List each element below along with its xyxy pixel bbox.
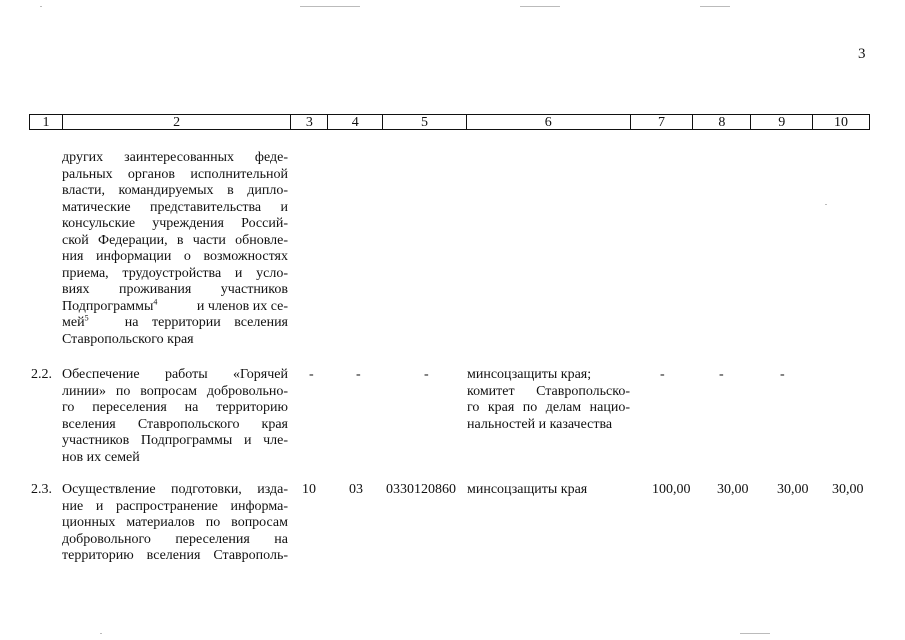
text-line: ральных органов исполнительной bbox=[62, 166, 288, 182]
text-line: Осуществление подготовки, изда- bbox=[62, 482, 288, 497]
cell-col4: 03 bbox=[349, 482, 363, 497]
text-line: Ставропольского края bbox=[62, 331, 194, 347]
cell-col5: 0330120860 bbox=[386, 482, 456, 497]
text-line: ния информации о возможностях bbox=[62, 249, 288, 264]
cell-col4: - bbox=[356, 367, 361, 382]
text-line: го края по делам нацио- bbox=[467, 400, 630, 415]
column-header-1: 1 bbox=[30, 115, 63, 129]
cell-col8: 30,00 bbox=[717, 482, 749, 497]
text-line: ской Федерации, в части обновле- bbox=[62, 232, 288, 248]
scan-speck bbox=[740, 633, 770, 634]
cell-col5: - bbox=[424, 367, 429, 382]
row-description bbox=[62, 367, 288, 466]
text-line: минсоцзащиты края; bbox=[467, 367, 592, 382]
scan-speck bbox=[700, 6, 730, 7]
column-header-9: 9 bbox=[751, 115, 813, 129]
column-header-10: 10 bbox=[834, 115, 849, 130]
column-header-4: 4 bbox=[328, 115, 383, 129]
row-description bbox=[62, 482, 288, 565]
scan-speck bbox=[300, 6, 360, 7]
footnote-marker: 5 bbox=[84, 313, 89, 323]
text-line: го переселения на территорию bbox=[62, 400, 288, 415]
row-executor bbox=[467, 367, 630, 433]
text-line: консульские учреждения Россий- bbox=[62, 216, 288, 231]
cell-col10: 30,00 bbox=[832, 482, 864, 497]
text-line: других заинтересованных феде- bbox=[62, 150, 288, 165]
cell-col8: - bbox=[719, 367, 724, 382]
text-line: ние и распространение информа- bbox=[62, 498, 288, 514]
cell-col3: - bbox=[309, 367, 314, 382]
scan-speck bbox=[40, 6, 42, 7]
page-number: 3 bbox=[858, 46, 866, 62]
column-header-3: 3 bbox=[291, 115, 328, 129]
scan-speck bbox=[100, 633, 102, 634]
text-line: ционных материалов по вопросам bbox=[62, 515, 288, 530]
column-header-8: 8 bbox=[693, 115, 751, 129]
cell-col7: 100,00 bbox=[652, 482, 691, 497]
column-header-6: 6 bbox=[467, 115, 631, 129]
text-line: минсоцзащиты края bbox=[467, 482, 588, 497]
text-line: виях проживания участников bbox=[62, 282, 288, 297]
text-line: нов их семей bbox=[62, 449, 140, 465]
text-line: добровольного переселения на bbox=[62, 531, 288, 547]
text-line: власти, командируемых в дипло- bbox=[62, 183, 288, 198]
row-number: 2.3. bbox=[31, 482, 52, 497]
row-number: 2.2. bbox=[31, 367, 52, 382]
scan-speck bbox=[825, 204, 827, 205]
cell-col9: - bbox=[780, 367, 785, 382]
text-line: матические представительства и bbox=[62, 199, 288, 215]
text-line: Подпрограммы$^4$ и членов их се- bbox=[62, 296, 288, 314]
text-line: комитет Ставропольско- bbox=[467, 383, 630, 399]
text-line: нальностей и казачества bbox=[467, 416, 613, 432]
cell-col9: 30,00 bbox=[777, 482, 809, 497]
column-header-5: 5 bbox=[383, 115, 467, 129]
table-header-row bbox=[29, 114, 870, 130]
cell-col7: - bbox=[660, 367, 665, 382]
footnote-marker: 4 bbox=[153, 296, 158, 306]
text-line: мей$^5$ на территории вселения bbox=[62, 313, 288, 330]
cell-col3: 10 bbox=[302, 482, 316, 497]
text-line: приема, трудоустройства и усло- bbox=[62, 265, 288, 281]
column-header-7: 7 bbox=[631, 115, 694, 129]
text-line: вселения Ставропольского края bbox=[62, 416, 288, 432]
text-line: Обеспечение работы «Горячей bbox=[62, 367, 288, 382]
text-line: территорию вселения Ставрополь- bbox=[62, 548, 288, 563]
column-header-2: 2 bbox=[63, 115, 291, 129]
scan-speck bbox=[520, 6, 560, 7]
row-executor bbox=[467, 482, 630, 499]
continuation-text bbox=[62, 150, 288, 348]
text-line: линии» по вопросам добровольно- bbox=[62, 383, 288, 399]
text-line: участников Подпрограммы и чле- bbox=[62, 433, 288, 448]
